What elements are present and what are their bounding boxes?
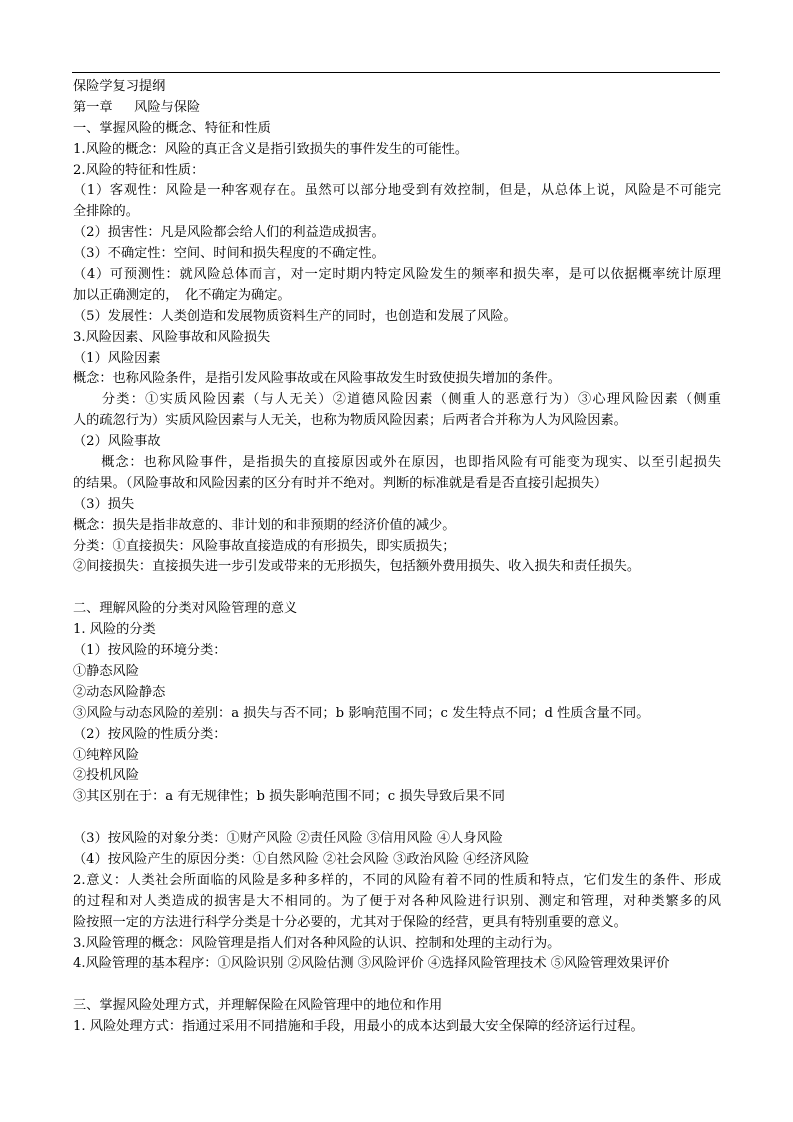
text-line: 2.意义：人类社会所面临的风险是多种多样的，不同的风险有着不同的性质和特点，它们发生的条件、形成 [73,872,721,888]
text-line: （4）按风险产生的原因分类：①自然风险 ②社会风险 ③政治风险 ④经济风险 [73,851,530,867]
text-line: 1. 风险的分类 [73,622,156,638]
text-line: 险按照一定的方法进行科学分类是十分必要的，尤其对于保险的经营，更具有特别重要的意义。 [73,914,627,930]
text-line: （1）风险因素 [73,350,161,366]
text-line: ②动态风险静态 [73,684,166,700]
text-line: （1）按风险的环境分类： [73,643,227,659]
blank-line [73,975,721,996]
text-line: （3）损失 [73,496,135,512]
text-line: （4）可预测性：就风险总体而言，对一定时期内特定风险发生的频率和损失率，是可以依据概率统计原理 [73,267,721,283]
blank-line [73,578,721,599]
text-line: 1.风险的概念：风险的真正含义是指引致损失的事件发生的可能性。 [73,141,469,157]
text-line: （3）按风险的对象分类：①财产风险 ②责任风险 ③信用风险 ④人身风险 [73,831,503,847]
text-line: 三、掌握风险处理方式，并理解保险在风险管理中的地位和作用 [73,998,443,1014]
text-line: ①静态风险 [73,663,139,679]
text-line: 加以正确测定的， 化不确定为确定。 [73,287,291,303]
text-line: ②投机风险 [73,768,139,784]
document-title: 保险学复习提纲 [73,79,166,94]
body-lines [73,119,721,1038]
text-line: 全排除的。 [73,204,139,220]
text-line: 概念：也称风险事件，是指损失的直接原因或外在原因，也即指风险有可能变为现实、以至引起损失 [73,455,721,471]
text-line: 一、掌握风险的概念、特征和性质 [73,120,271,136]
text-line: ①纯粹风险 [73,747,139,763]
text-line: 的结果。（风险事故和风险因素的区分有时并不绝对。判断的标准就是看是否直接引起损失） [73,475,608,491]
text-line: 3.风险管理的概念：风险管理是指人们对各种风险的认识、控制和处理的主动行为。 [73,935,561,951]
text-line: ③风险与动态风险的差别：a 损失与否不同；b 影响范围不同；c 发生特点不同；d 性质含量不同。 [73,705,650,721]
text-line: 的过程和对人类造成的损害是大不相同的。为了便于对各种风险进行识别、测定和管理，对种类繁多的风 [73,893,721,909]
text-line: ③其区别在于：a 有无规律性；b 损失影响范围不同；c 损失导致后果不同 [73,789,505,805]
text-line: 3.风险因素、风险事故和风险损失 [73,329,271,345]
header-rule [72,72,720,73]
document-body [73,77,721,1038]
text-line: 概念：损失是指非故意的、非计划的和非预期的经济价值的减少。 [73,517,456,533]
chapter-title: 第一章 风险与保险 [73,99,201,115]
text-line: （2）风险事故 [73,434,161,450]
text-line: 二、理解风险的分类对风险管理的意义 [73,601,298,617]
text-line: 分类：①实质风险因素（与人无关）②道德风险因素（侧重人的恶意行为）③心理风险因素（侧重 [73,392,721,408]
blank-line [73,808,721,829]
text-line: （3）不确定性：空间、时间和损失程度的不确定性。 [73,246,385,262]
text-line: ②间接损失：直接损失进一步引发或带来的无形损失，包括额外费用损失、收入损失和责任损失。 [73,559,641,575]
text-line: 人的疏忽行为）实质风险因素与人无关，也称为物质风险因素；后两者合并称为人为风险因素。 [73,413,627,429]
text-line: （2）损害性：凡是风险都会给人们的利益造成损害。 [73,225,385,241]
text-line: （1）客观性：风险是一种客观存在。虽然可以部分地受到有效控制，但是，从总体上说，风险是不可能完 [73,183,721,199]
text-line: 4.风险管理的基本程序：①风险识别 ②风险估测 ③风险评价 ④选择风险管理技术 ⑤风险管理效果评价 [73,956,670,972]
text-line: 概念：也称风险条件，是指引发风险事故或在风险事故发生时致使损失增加的条件。 [73,371,561,387]
text-line: 1. 风险处理方式：指通过采用不同措施和手段，用最小的成本达到最大安全保障的经济运行过程。 [73,1019,644,1035]
text-line: 2.风险的特征和性质： [73,162,205,178]
text-line: （5）发展性：人类创造和发展物质资料生产的同时，也创造和发展了风险。 [73,308,517,324]
text-line: 分类：①直接损失：风险事故直接造成的有形损失，即实质损失； [73,538,456,554]
text-line: （2）按风险的性质分类： [73,726,227,742]
